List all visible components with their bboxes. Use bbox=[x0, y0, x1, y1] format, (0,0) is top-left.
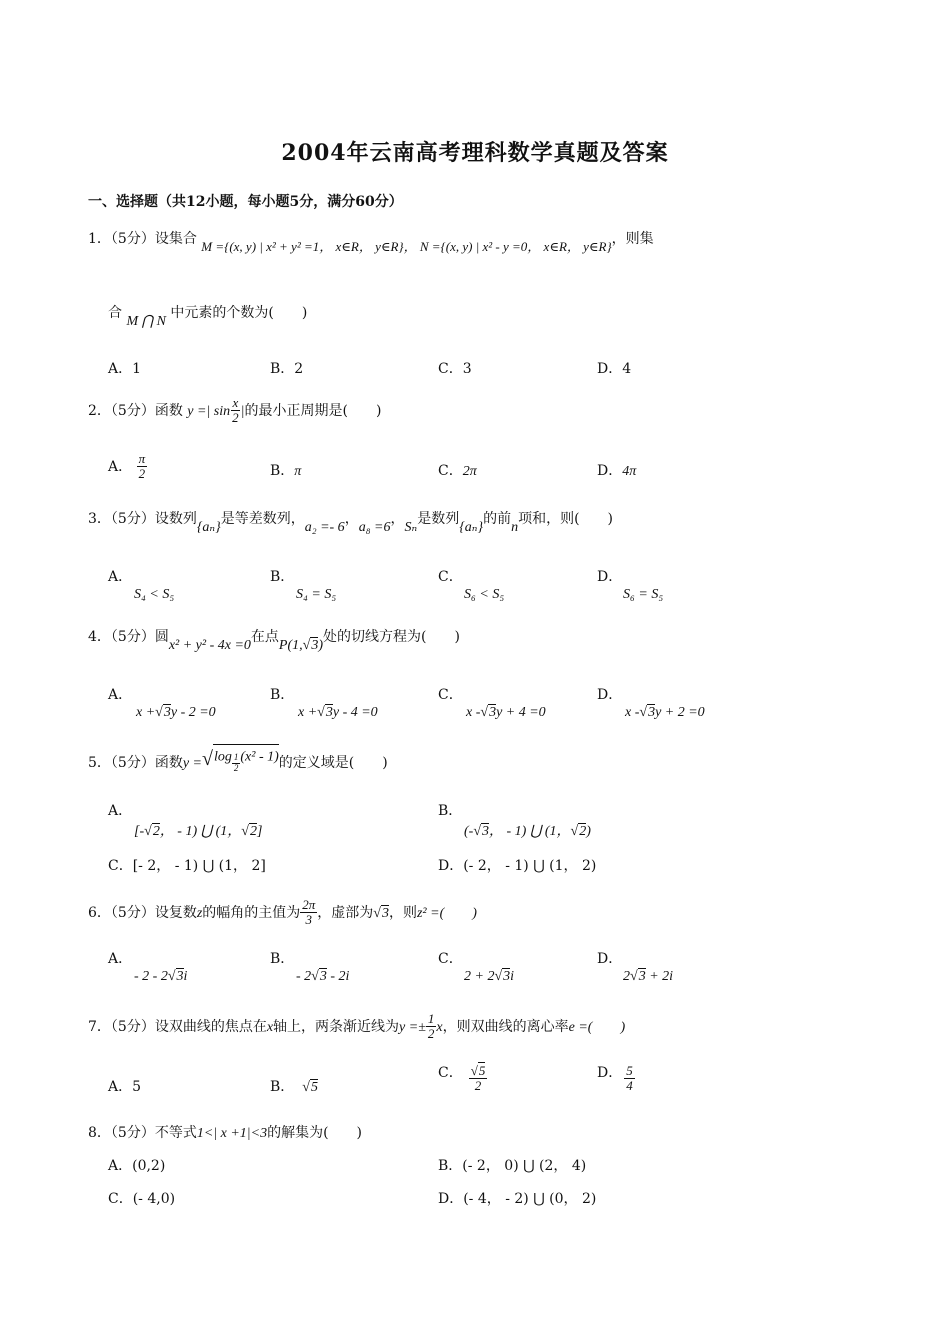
question-5 bbox=[88, 744, 388, 774]
q7-option-d-num: 5 bbox=[626, 1063, 633, 1078]
q8-option-a[interactable]: A．(0,2) bbox=[108, 1158, 166, 1174]
q5-option-b-label: B． bbox=[438, 803, 463, 819]
q3-text-7: 项和，则( ) bbox=[518, 511, 614, 527]
q8-text-1: 8．（5分）不等式 bbox=[88, 1125, 197, 1141]
q7-frac-num: 1 bbox=[427, 1011, 435, 1026]
q6-text-3: ，虚部为 bbox=[317, 904, 374, 921]
q2-suffix: 的最小正周期是( ) bbox=[244, 402, 382, 419]
q7-option-c-den: 2 bbox=[474, 1078, 482, 1094]
question-3 bbox=[88, 508, 614, 535]
q3-text-4: ， bbox=[390, 511, 405, 527]
q3-text-5: 是数列 bbox=[417, 511, 460, 527]
q2-option-a-num: π bbox=[138, 451, 146, 466]
q3-option-a-value: S₄ < S₅ bbox=[134, 587, 175, 602]
q6-option-c-radicand: 3 bbox=[503, 969, 511, 984]
q6-text-1: 6．（5分）设复数 bbox=[88, 904, 197, 921]
q6-option-a-pre: - 2 - 2 bbox=[134, 969, 168, 984]
q8-option-d[interactable]: D．(- 4， - 2) ⋃ (0， 2) bbox=[438, 1191, 597, 1207]
q6-text-2: 的幅角的主值为 bbox=[202, 904, 301, 921]
q5-option-a[interactable]: A． [-√2， - 1) ⋃ (1，√2] bbox=[108, 803, 263, 839]
q6-option-d[interactable]: D． 2√3 + 2i bbox=[597, 951, 674, 984]
q2-option-b-value: π bbox=[294, 464, 302, 479]
q2-option-c[interactable] bbox=[438, 460, 477, 480]
q7-option-c-radicand: 5 bbox=[478, 1063, 486, 1078]
q1-set-definitions: M ={(x, y) | x² + y² =1， x∈R， y∈R}， N ={(x, y) | x² - y =0， x∈R， y∈R} bbox=[201, 239, 612, 254]
q3-option-c-label: C． bbox=[438, 569, 463, 585]
question-2 bbox=[88, 396, 381, 426]
q7-option-d[interactable] bbox=[597, 1064, 635, 1094]
q1-line2-suffix: 中元素的个数为( ) bbox=[170, 305, 308, 321]
q6-option-d-pre: 2 bbox=[623, 969, 630, 984]
q5-option-d[interactable]: D．(- 2， - 1) ⋃ (1， 2) bbox=[438, 858, 597, 874]
q6-z: z bbox=[196, 905, 203, 921]
q2-option-c-value: 2π bbox=[462, 464, 477, 479]
q3-sequence-2: {aₙ} bbox=[459, 520, 484, 535]
q2-option-d-value: 4π bbox=[622, 464, 637, 479]
q4-option-b-post: y - 4 =0 bbox=[332, 705, 378, 720]
q4-point-pre: P(1, bbox=[278, 638, 303, 653]
q6-option-b-post: - 2i bbox=[326, 969, 350, 984]
q1-line2-prefix: 合 bbox=[108, 305, 122, 321]
q4-option-b-pre: x + bbox=[298, 705, 318, 720]
q4-option-c-post: y + 4 =0 bbox=[496, 705, 546, 720]
q5-option-b[interactable]: B． (-√3， - 1) ⋃ (1，√2) bbox=[438, 803, 591, 839]
q6-option-b[interactable]: B． - 2√3 - 2i bbox=[270, 951, 350, 984]
q5-radical: √log $\frac{1}{2}$ (x² - 1) bbox=[202, 750, 279, 765]
q5-option-b-part-1: (- bbox=[464, 824, 474, 839]
q5-option-b-part-2: ， - 1) ⋃ (1， bbox=[489, 824, 571, 839]
q4-option-a-label: A． bbox=[108, 687, 133, 703]
q8-text-2: 的解集为( ) bbox=[267, 1125, 363, 1141]
q3-option-b[interactable] bbox=[270, 566, 336, 603]
q6-frac-num: 2π bbox=[302, 897, 316, 912]
q2-math-post: | bbox=[240, 403, 245, 419]
q4-option-b-radicand: 3 bbox=[325, 705, 333, 720]
q7-option-b-label: B． bbox=[270, 1079, 295, 1095]
q1-option-b[interactable]: B．2 bbox=[270, 361, 304, 377]
q6-option-b-radicand: 3 bbox=[319, 969, 327, 984]
q4-option-d-pre: x - bbox=[625, 705, 640, 720]
q4-option-d-post: y + 2 =0 bbox=[655, 705, 705, 720]
q6-option-a-radicand: 3 bbox=[176, 969, 184, 984]
q5-option-b-radicand-2: 2 bbox=[579, 824, 587, 839]
q3-option-d-label: D． bbox=[597, 569, 623, 585]
q2-frac-den: 2 bbox=[232, 410, 239, 426]
q6-option-d-post: + 2i bbox=[645, 969, 674, 984]
q7-option-d-den: 4 bbox=[626, 1078, 633, 1094]
q3-option-d-value: S₆ = S₅ bbox=[623, 587, 664, 602]
q7-eccentricity: e =( ) bbox=[568, 1019, 626, 1035]
q6-option-c-label: C． bbox=[438, 951, 463, 967]
q2-math-pre: y =| sin bbox=[187, 403, 231, 419]
q5-argument: (x² - 1) bbox=[240, 750, 279, 765]
q6-option-c-post: i bbox=[510, 969, 515, 984]
q1-prefix: 1．（5分）设集合 bbox=[88, 231, 197, 247]
q3-option-d[interactable] bbox=[597, 566, 663, 603]
q6-frac-den: 3 bbox=[305, 912, 313, 928]
question-8 bbox=[88, 1122, 362, 1142]
q3-option-c-value: S₆ < S₅ bbox=[464, 587, 505, 602]
q6-text-4: ，则 bbox=[388, 904, 417, 921]
q2-option-a-fraction bbox=[137, 452, 148, 482]
q6-option-a-label: A． bbox=[108, 951, 133, 967]
q4-option-a-radicand: 3 bbox=[163, 705, 171, 720]
q1-option-a[interactable]: A．1 bbox=[108, 361, 142, 377]
q3-text-6: 的前 bbox=[483, 511, 512, 527]
q3-text-1: 3．（5分）设数列 bbox=[88, 511, 197, 527]
q4-option-b[interactable]: B． x +√3y - 4 =0 bbox=[270, 687, 378, 720]
question-1-line-1 bbox=[88, 228, 654, 254]
q8-option-b[interactable]: B．(- 2， 0) ⋃ (2， 4) bbox=[438, 1158, 587, 1174]
q4-option-a-post: y - 2 =0 bbox=[170, 705, 216, 720]
q4-option-a[interactable]: A． x +√3y - 2 =0 bbox=[108, 687, 216, 720]
q7-option-d-label: D． bbox=[597, 1064, 623, 1081]
q2-option-b-label: B． bbox=[270, 463, 295, 479]
q5-log: log bbox=[213, 750, 232, 765]
q4-text-3: 处的切线方程为( ) bbox=[323, 629, 460, 645]
q7-option-c-label: C． bbox=[438, 1064, 463, 1081]
q3-n: n bbox=[511, 520, 519, 535]
q7-text-1: 7．（5分）设双曲线的焦点在 bbox=[88, 1018, 267, 1035]
q4-option-c-radicand: 3 bbox=[489, 705, 497, 720]
q3-sn: Sₙ bbox=[404, 520, 418, 535]
q3-option-a[interactable] bbox=[108, 566, 174, 603]
q2-option-a[interactable] bbox=[108, 452, 147, 482]
question-7 bbox=[88, 1012, 625, 1042]
q6-option-b-pre: - 2 bbox=[296, 969, 312, 984]
q5-y: y = bbox=[182, 756, 202, 771]
q2-option-d[interactable] bbox=[597, 460, 636, 480]
q6-option-c-pre: 2 + 2 bbox=[464, 969, 495, 984]
q2-option-d-label: D． bbox=[597, 463, 623, 479]
q5-base-den: 2 bbox=[233, 763, 239, 774]
q4-option-d-radicand: 3 bbox=[648, 705, 656, 720]
q6-fraction bbox=[300, 898, 317, 928]
q6-option-c[interactable]: C． 2 + 2√3i bbox=[438, 951, 515, 984]
q2-option-b[interactable] bbox=[270, 460, 301, 480]
q8-option-c[interactable]: C．(- 4,0) bbox=[108, 1191, 176, 1207]
q2-option-a-den: 2 bbox=[138, 466, 146, 482]
q5-option-c[interactable]: C．[- 2， - 1) ⋃ (1， 2] bbox=[108, 858, 266, 874]
q3-a2: a₂ =- 6 bbox=[304, 520, 345, 535]
q5-option-a-radicand-1: 2 bbox=[152, 824, 160, 839]
q2-prefix: 2．（5分）函数 bbox=[88, 402, 183, 419]
q2-option-a-label: A． bbox=[108, 458, 133, 475]
q3-sequence: {aₙ} bbox=[196, 520, 221, 535]
q7-frac-den: 2 bbox=[427, 1026, 435, 1042]
question-6: 6．（5分）设复数z的幅角的主值为 $\frac{2\pi}{3}$ ，虚部为√3，则z² =( ) bbox=[88, 897, 477, 928]
q5-option-a-part-3: ] bbox=[256, 824, 263, 839]
q7-option-c-fraction: $\frac{√5}{2}$ bbox=[470, 1063, 486, 1094]
q7-option-c[interactable] bbox=[438, 1064, 487, 1094]
q4-option-d-label: D． bbox=[597, 687, 623, 703]
q2-fraction bbox=[230, 396, 241, 426]
q4-circle-equation: x² + y² - 4x =0 bbox=[168, 638, 251, 653]
question-1-line-2 bbox=[108, 302, 308, 329]
q7-option-b-radicand: 5 bbox=[310, 1080, 318, 1095]
q3-option-b-label: B． bbox=[270, 569, 295, 585]
q3-option-c[interactable] bbox=[438, 566, 504, 603]
q4-option-d[interactable]: D． x -√3y + 2 =0 bbox=[597, 687, 705, 720]
q7-x-axis: x bbox=[266, 1019, 274, 1035]
q3-option-b-value: S₄ = S₅ bbox=[296, 587, 337, 602]
q6-option-b-label: B． bbox=[270, 951, 295, 967]
q6-option-d-radicand: 3 bbox=[638, 969, 646, 984]
section-heading: 一、选择题（共12小题，每小题5分，满分60分） bbox=[88, 194, 403, 210]
q5-option-b-part-3: ) bbox=[586, 824, 591, 839]
q5-option-a-part-2: ， - 1) ⋃ (1， bbox=[159, 824, 242, 839]
q5-option-b-radicand-1: 3 bbox=[482, 824, 490, 839]
q8-inequality: 1<| x +1|<3 bbox=[196, 1126, 268, 1141]
q5-option-a-part-1: [- bbox=[134, 824, 145, 839]
q4-point-radicand: 3 bbox=[311, 638, 319, 653]
q4-point: P(1,√3) bbox=[278, 638, 323, 653]
q1-option-d[interactable]: D．4 bbox=[597, 361, 632, 377]
page-title: 2004年云南高考理科数学真题及答案 bbox=[281, 140, 669, 166]
q4-option-a-pre: x + bbox=[136, 705, 156, 720]
q3-a8: a₈ =6 bbox=[358, 520, 391, 535]
q7-asymptote-y: y =± bbox=[399, 1019, 426, 1035]
q4-text-1: 4．（5分）圆 bbox=[88, 629, 169, 645]
q6-option-a[interactable]: A． - 2 - 2√3i bbox=[108, 951, 188, 984]
q4-text-2: 在点 bbox=[250, 629, 279, 645]
q2-frac-num: x bbox=[232, 395, 239, 410]
q5-text-1: 5．（5分）函数 bbox=[88, 755, 183, 771]
q7-fraction bbox=[426, 1012, 437, 1042]
q5-option-a-label: A． bbox=[108, 803, 133, 819]
q6-option-d-label: D． bbox=[597, 951, 623, 967]
q4-option-b-label: B． bbox=[270, 687, 295, 703]
q7-option-d-fraction bbox=[624, 1064, 635, 1094]
q5-option-a-radicand-2: 2 bbox=[249, 824, 257, 839]
q1-intersection: M ⋂ N bbox=[126, 314, 166, 329]
q5-base-num: 1 bbox=[233, 752, 239, 763]
q7-text-2: 轴上，两条渐近线为 bbox=[273, 1018, 400, 1035]
q5-text-2: 的定义域是( ) bbox=[278, 755, 388, 771]
q1-suffix: ，则集 bbox=[611, 231, 654, 247]
q7-text-3: ，则双曲线的离心率 bbox=[442, 1018, 569, 1035]
q3-option-a-label: A． bbox=[108, 569, 133, 585]
q6-radicand: 3 bbox=[381, 905, 389, 921]
q7-option-b[interactable]: B． √5 bbox=[270, 1079, 318, 1095]
q4-option-c-label: C． bbox=[438, 687, 463, 703]
q3-text-2: 是等差数列， bbox=[220, 511, 305, 527]
q4-option-c-pre: x - bbox=[466, 705, 481, 720]
q7-asymptote-x: x bbox=[436, 1019, 443, 1035]
q1-option-c[interactable]: C．3 bbox=[438, 361, 472, 377]
q7-option-a[interactable]: A．5 bbox=[108, 1079, 142, 1095]
q3-text-3: ， bbox=[344, 511, 359, 527]
q6-z-squared: z² =( ) bbox=[416, 905, 477, 921]
q2-option-c-label: C． bbox=[438, 463, 463, 479]
q4-option-c[interactable]: C． x -√3y + 4 =0 bbox=[438, 687, 546, 720]
question-4 bbox=[88, 626, 460, 653]
q4-point-post: ) bbox=[318, 638, 323, 653]
q6-option-a-post: i bbox=[183, 969, 188, 984]
